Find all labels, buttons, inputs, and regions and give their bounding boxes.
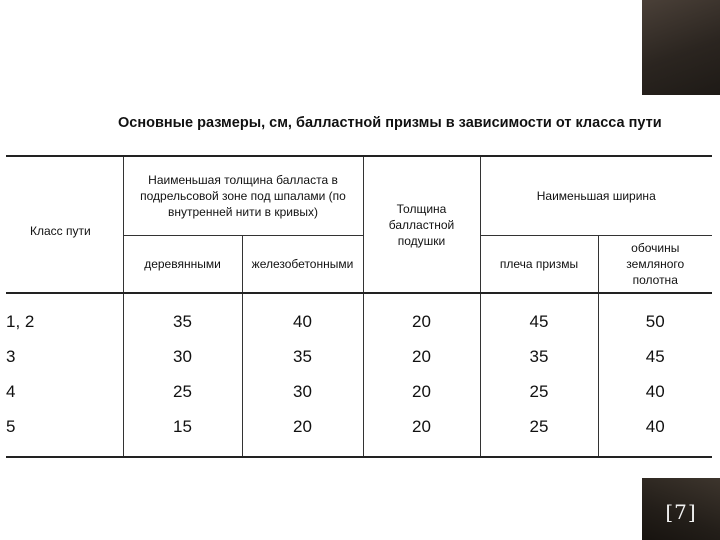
cell-wooden: 25 [123,374,242,409]
header-min-width: Наименьшая ширина [480,156,712,236]
table-row [6,409,712,457]
table-row [6,339,712,374]
cell-track-class: 1, 2 [6,293,123,339]
cell-track-class: 5 [6,409,123,457]
header-roadbed-shoulder: обочины земляного полотна [598,236,712,294]
cell-roadbed-shoulder: 40 [598,374,712,409]
cell-prism-shoulder: 25 [480,409,598,457]
cell-prism-shoulder: 35 [480,339,598,374]
table-row [6,374,712,409]
cell-concrete: 40 [242,293,363,339]
cell-cushion: 20 [363,339,480,374]
header-track-class: Класс пути [6,156,123,293]
cell-concrete: 30 [242,374,363,409]
cell-roadbed-shoulder: 50 [598,293,712,339]
cell-wooden: 15 [123,409,242,457]
cell-cushion: 20 [363,374,480,409]
header-wooden: деревянными [123,236,242,294]
slide-reference: [7] [665,500,697,524]
cell-track-class: 4 [6,374,123,409]
table-row [6,293,712,339]
ballast-dimensions-table [6,155,712,458]
cell-concrete: 20 [242,409,363,457]
cell-concrete: 35 [242,339,363,374]
cell-roadbed-shoulder: 45 [598,339,712,374]
cell-wooden: 35 [123,293,242,339]
cell-cushion: 20 [363,293,480,339]
header-min-ballast-thickness: Наименьшая толщина балласта в подрельсовой зоне под шпалами (по внутренней нити в кривых) [123,156,363,236]
header-cushion-thickness: Толщина балластной подушки [363,156,480,293]
header-reinforced-concrete: железобетонными [242,236,363,294]
cell-prism-shoulder: 45 [480,293,598,339]
cell-roadbed-shoulder: 40 [598,409,712,457]
cell-track-class: 3 [6,339,123,374]
cell-prism-shoulder: 25 [480,374,598,409]
corner-decoration-top [642,0,720,95]
header-prism-shoulder: плеча призмы [480,236,598,294]
cell-cushion: 20 [363,409,480,457]
table-title: Основные размеры, см, балластной призмы в зависимости от класса пути [118,115,662,131]
cell-wooden: 30 [123,339,242,374]
